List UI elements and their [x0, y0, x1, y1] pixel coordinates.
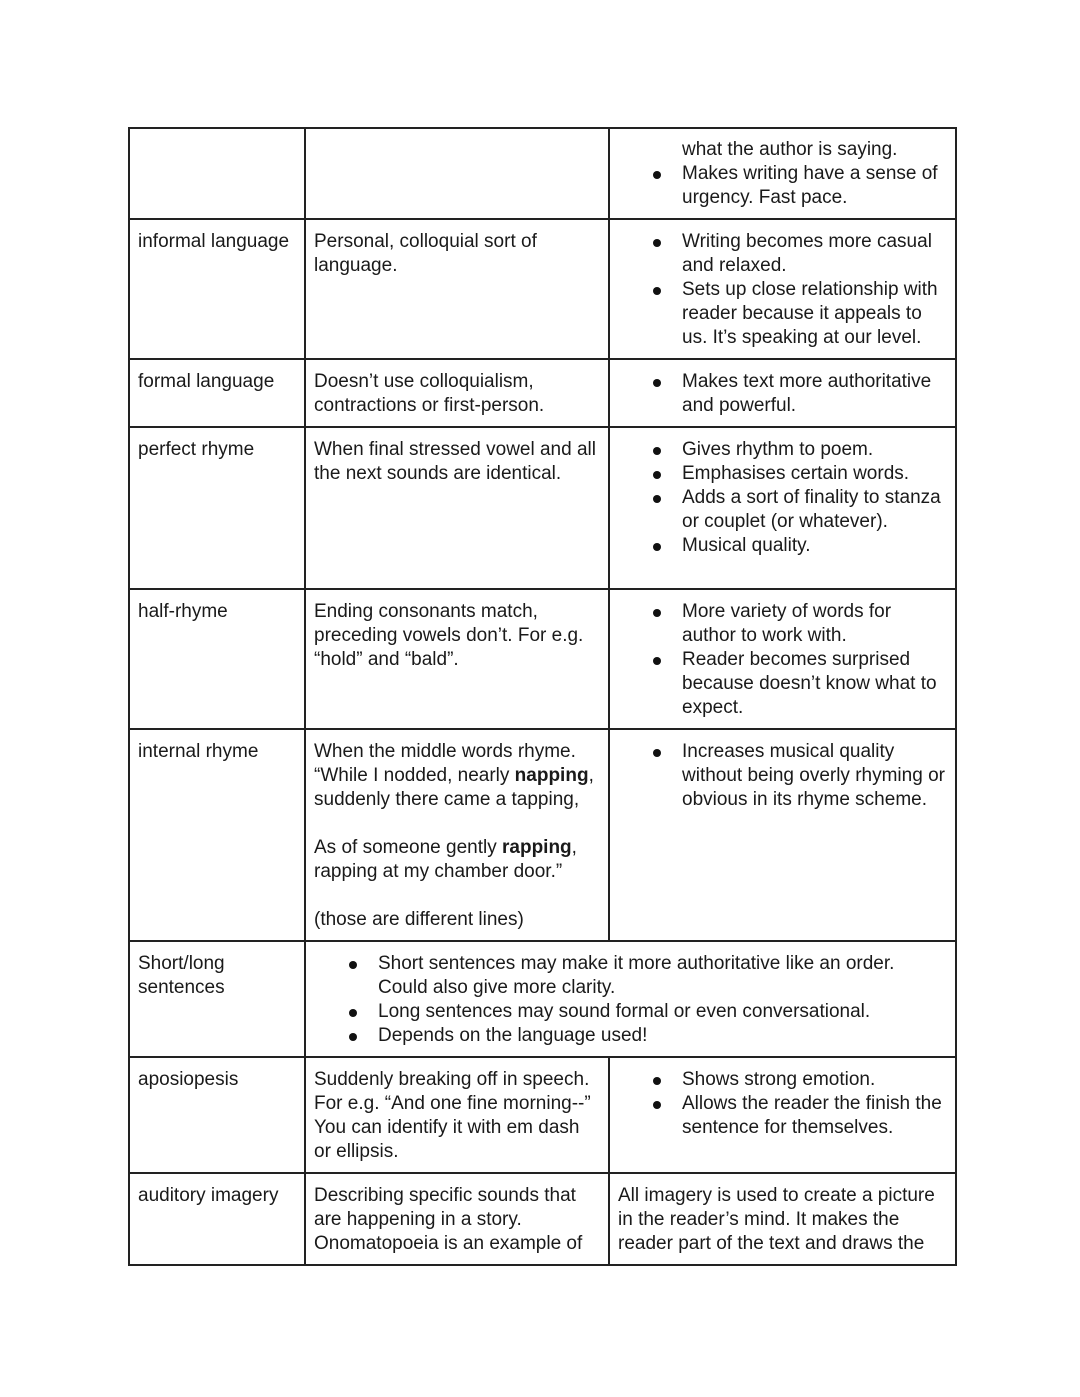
effects-list: [314, 952, 947, 1048]
effects-list: [618, 438, 947, 558]
table-row: [129, 219, 956, 359]
term-cell: [129, 427, 305, 589]
merged-effects-cell: [305, 941, 956, 1057]
effects-list: [618, 600, 947, 720]
table-row: [129, 941, 956, 1057]
term-cell: [129, 1173, 305, 1265]
term-cell: [129, 1057, 305, 1173]
definition-cell: [305, 359, 609, 427]
note-line: (those are different lines): [314, 909, 524, 930]
quote-line: [314, 836, 600, 884]
list-item: Depends on the language used!: [378, 1024, 947, 1048]
list-item: Adds a sort of finality to stanza or couplet (or whatever).: [682, 486, 947, 534]
term-text: formal language: [138, 371, 275, 392]
definition-cell: [305, 729, 609, 941]
quote-bold-word: napping: [514, 765, 589, 786]
term-text: aposiopesis: [138, 1069, 239, 1090]
spacer: [314, 884, 600, 908]
list-item: Increases musical quality without being overly rhyming or obvious in its rhyme scheme.: [682, 740, 947, 812]
definition-cell: [305, 427, 609, 589]
effects-list: [618, 370, 947, 418]
list-item: Writing becomes more casual and relaxed.: [682, 230, 947, 278]
effects-list: [618, 230, 947, 350]
effects-cell: [609, 219, 956, 359]
table-row: [129, 589, 956, 729]
quote-text: As of someone gently: [314, 837, 502, 858]
effects-cell: [609, 1057, 956, 1173]
list-item: Musical quality.: [682, 534, 947, 558]
definition-text: Suddenly breaking off in speech. For e.g. “And one fine morning--” You can identify it with em dash or ellipsis.: [314, 1069, 591, 1162]
quote-line: [314, 764, 600, 812]
term-text: perfect rhyme: [138, 439, 255, 460]
list-item: Short sentences may make it more authoritative like an order. Could also give more clarity.: [378, 952, 947, 1000]
definition-cell: [305, 219, 609, 359]
term-cell: [129, 359, 305, 427]
definition-cell: [305, 1057, 609, 1173]
list-item: Allows the reader the finish the sentence for themselves.: [682, 1092, 947, 1140]
list-item: what the author is saying.: [682, 139, 898, 160]
list-item: Gives rhythm to poem.: [682, 438, 947, 462]
term-text: informal language: [138, 231, 290, 252]
definition-text: Doesn’t use colloquialism, contractions or first-person.: [314, 371, 545, 416]
definition-cell: [305, 128, 609, 219]
list-item: Long sentences may sound formal or even conversational.: [378, 1000, 947, 1024]
quote-bold-word: rapping: [502, 837, 572, 858]
table-row: [129, 1173, 956, 1265]
term-text: internal rhyme: [138, 741, 259, 762]
list-item: Shows strong emotion.: [682, 1068, 947, 1092]
table-row: [129, 128, 956, 219]
quote-text: “While I nodded, nearly: [314, 765, 515, 786]
term-cell: [129, 219, 305, 359]
definition-text: When final stressed vowel and all the next sounds are identical.: [314, 439, 596, 484]
spacer: [314, 812, 600, 836]
table-row: [129, 359, 956, 427]
term-cell: [129, 941, 305, 1057]
effects-list: [618, 138, 947, 210]
term-cell: [129, 729, 305, 941]
definition-text: Ending consonants match, preceding vowels don’t. For e.g. “hold” and “bald”.: [314, 601, 584, 670]
effects-cell: [609, 427, 956, 589]
effects-cell: [609, 729, 956, 941]
list-item: Sets up close relationship with reader because it appeals to us. It’s speaking at our level.: [682, 278, 947, 350]
literary-devices-table: [128, 127, 957, 1266]
quote-text: , rapping at my chamber door.”: [314, 837, 577, 882]
term-text: half-rhyme: [138, 601, 228, 622]
list-item: Emphasises certain words.: [682, 462, 947, 486]
effects-list: [618, 1068, 947, 1140]
quote-text: , suddenly there came a tapping,: [314, 765, 594, 810]
effects-cell: [609, 1173, 956, 1265]
effects-cell: [609, 359, 956, 427]
effects-cell: [609, 589, 956, 729]
list-item: Makes writing have a sense of urgency. Fast pace.: [682, 162, 947, 210]
definition-text: Personal, colloquial sort of language.: [314, 231, 537, 276]
effects-text: All imagery is used to create a picture in the reader’s mind. It makes the reader part of the text and draws the: [618, 1185, 935, 1254]
list-item: Makes text more authoritative and powerful.: [682, 370, 947, 418]
table-row: [129, 1057, 956, 1173]
list-item: More variety of words for author to work with.: [682, 600, 947, 648]
table-row: [129, 729, 956, 941]
definition-line: When the middle words rhyme.: [314, 741, 576, 762]
effects-cell: [609, 128, 956, 219]
term-cell: [129, 128, 305, 219]
list-item: Reader becomes surprised because doesn’t know what to expect.: [682, 648, 947, 720]
table-row: [129, 427, 956, 589]
term-text: auditory imagery: [138, 1185, 279, 1206]
term-text: Short/long sentences: [138, 953, 225, 998]
effects-list: [618, 740, 947, 812]
definition-text: Describing specific sounds that are happening in a story. Onomatopoeia is an example of: [314, 1185, 583, 1254]
definition-cell: [305, 589, 609, 729]
term-cell: [129, 589, 305, 729]
definition-cell: [305, 1173, 609, 1265]
